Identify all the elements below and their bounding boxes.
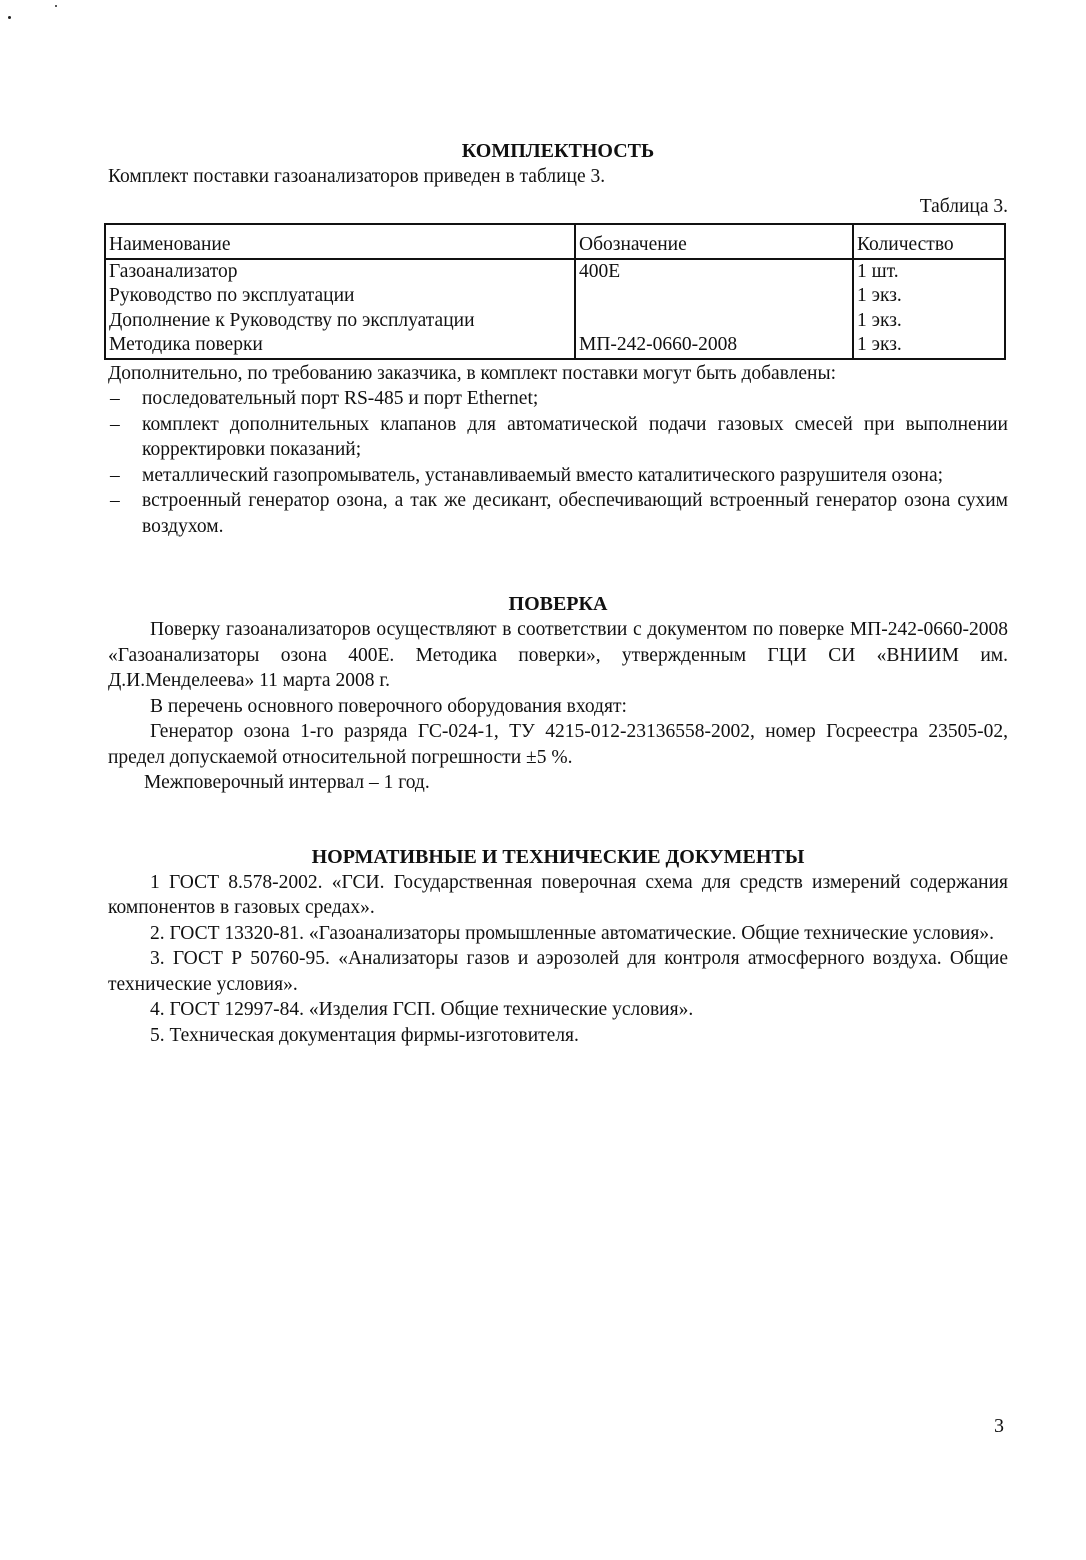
additional-intro: Дополнительно, по требованию заказчика, в комплект поставки могут быть добавлены:	[108, 362, 837, 384]
list-item: – последовательный порт RS-485 и порт Ethernet;	[108, 386, 1008, 412]
section-title: НОРМАТИВНЫЕ И ТЕХНИЧЕСКИЕ ДОКУМЕНТЫ	[311, 845, 805, 868]
paragraph: Генератор озона 1-го разряда ГС-024-1, ТУ 4215-012-23136558-2002, номер Госреестра 23505-02, предел допускаемой относительной погрешности ±5 %.	[108, 721, 1008, 768]
document-page	[108, 138, 1008, 1048]
cell-name: Руководство по эксплуатации	[105, 284, 575, 309]
list-item: – металлический газопромыватель, устанавливаемый вместо каталитического разрушителя озона;	[108, 463, 1008, 489]
section-komplektnost	[108, 138, 1008, 539]
document-item: 1 ГОСТ 8.578-2002. «ГСИ. Государственная поверочная схема для средств измерений содержания компонентов в газовых средах».	[108, 871, 1008, 918]
cell-quantity: 1 экз.	[853, 284, 1005, 309]
intro-text: Комплект поставки газоанализаторов приведен в таблице 3.	[108, 166, 606, 187]
header-cell: Количество	[853, 224, 1005, 259]
table-row	[105, 309, 1005, 334]
section-title: КОМПЛЕКТНОСТЬ	[461, 140, 655, 162]
section-title: ПОВЕРКА	[508, 593, 608, 615]
header-cell: Обозначение	[575, 224, 853, 259]
table-header-row	[105, 224, 1005, 259]
document-item: 3. ГОСТ Р 50760-95. «Анализаторы газов и аэрозолей для контроля атмосферного воздуха. Общие технические условия».	[108, 948, 1008, 995]
table-row	[105, 284, 1005, 309]
cell-designation	[575, 284, 853, 309]
table-row	[105, 333, 1005, 359]
section-poverka	[108, 591, 1008, 796]
document-item: 5. Техническая документация фирмы-изготовителя.	[150, 1024, 579, 1046]
cell-designation: МП-242-0660-2008	[575, 333, 853, 359]
scan-speck	[55, 5, 57, 7]
paragraph: Поверку газоанализаторов осуществляют в соответствии с документом по поверке МП-242-0660-2008 «Газоанализаторы озона 400Е. Методика поверки», утвержденным ГЦИ СИ «ВНИИМ им. Д.И.Менделеева» 11 марта 2008 г.	[108, 619, 1008, 691]
cell-quantity: 1 шт.	[853, 259, 1005, 285]
section-normativ	[108, 844, 1008, 1049]
cell-quantity: 1 экз.	[853, 309, 1005, 334]
paragraph: Межповерочный интервал – 1 год.	[144, 772, 430, 793]
list-item: – комплект дополнительных клапанов для автоматической подачи газовых смесей при выполнении корректировки показаний;	[108, 412, 1008, 463]
cell-name: Газоанализатор	[105, 259, 575, 285]
list-item: – встроенный генератор озона, а так же десикант, обеспечивающий встроенный генератор озона сухим воздухом.	[108, 488, 1008, 539]
document-item: 4. ГОСТ 12997-84. «Изделия ГСП. Общие технические условия».	[150, 999, 694, 1020]
cell-designation	[575, 309, 853, 334]
document-item: 2. ГОСТ 13320-81. «Газоанализаторы промышленные автоматические. Общие технические условия».	[150, 922, 994, 944]
cell-quantity: 1 экз.	[853, 333, 1005, 359]
page-number: 3	[994, 1415, 1004, 1437]
header-cell: Наименование	[105, 224, 575, 259]
cell-name: Методика поверки	[105, 333, 575, 359]
additional-items-list	[108, 386, 1008, 539]
table-row	[105, 259, 1005, 285]
scan-speck	[8, 16, 11, 19]
table-caption: Таблица 3.	[919, 195, 1008, 217]
cell-designation: 400Е	[575, 259, 853, 285]
paragraph: В перечень основного поверочного оборудования входят:	[150, 695, 627, 717]
delivery-table	[104, 223, 1006, 360]
cell-name: Дополнение к Руководству по эксплуатации	[105, 309, 575, 334]
